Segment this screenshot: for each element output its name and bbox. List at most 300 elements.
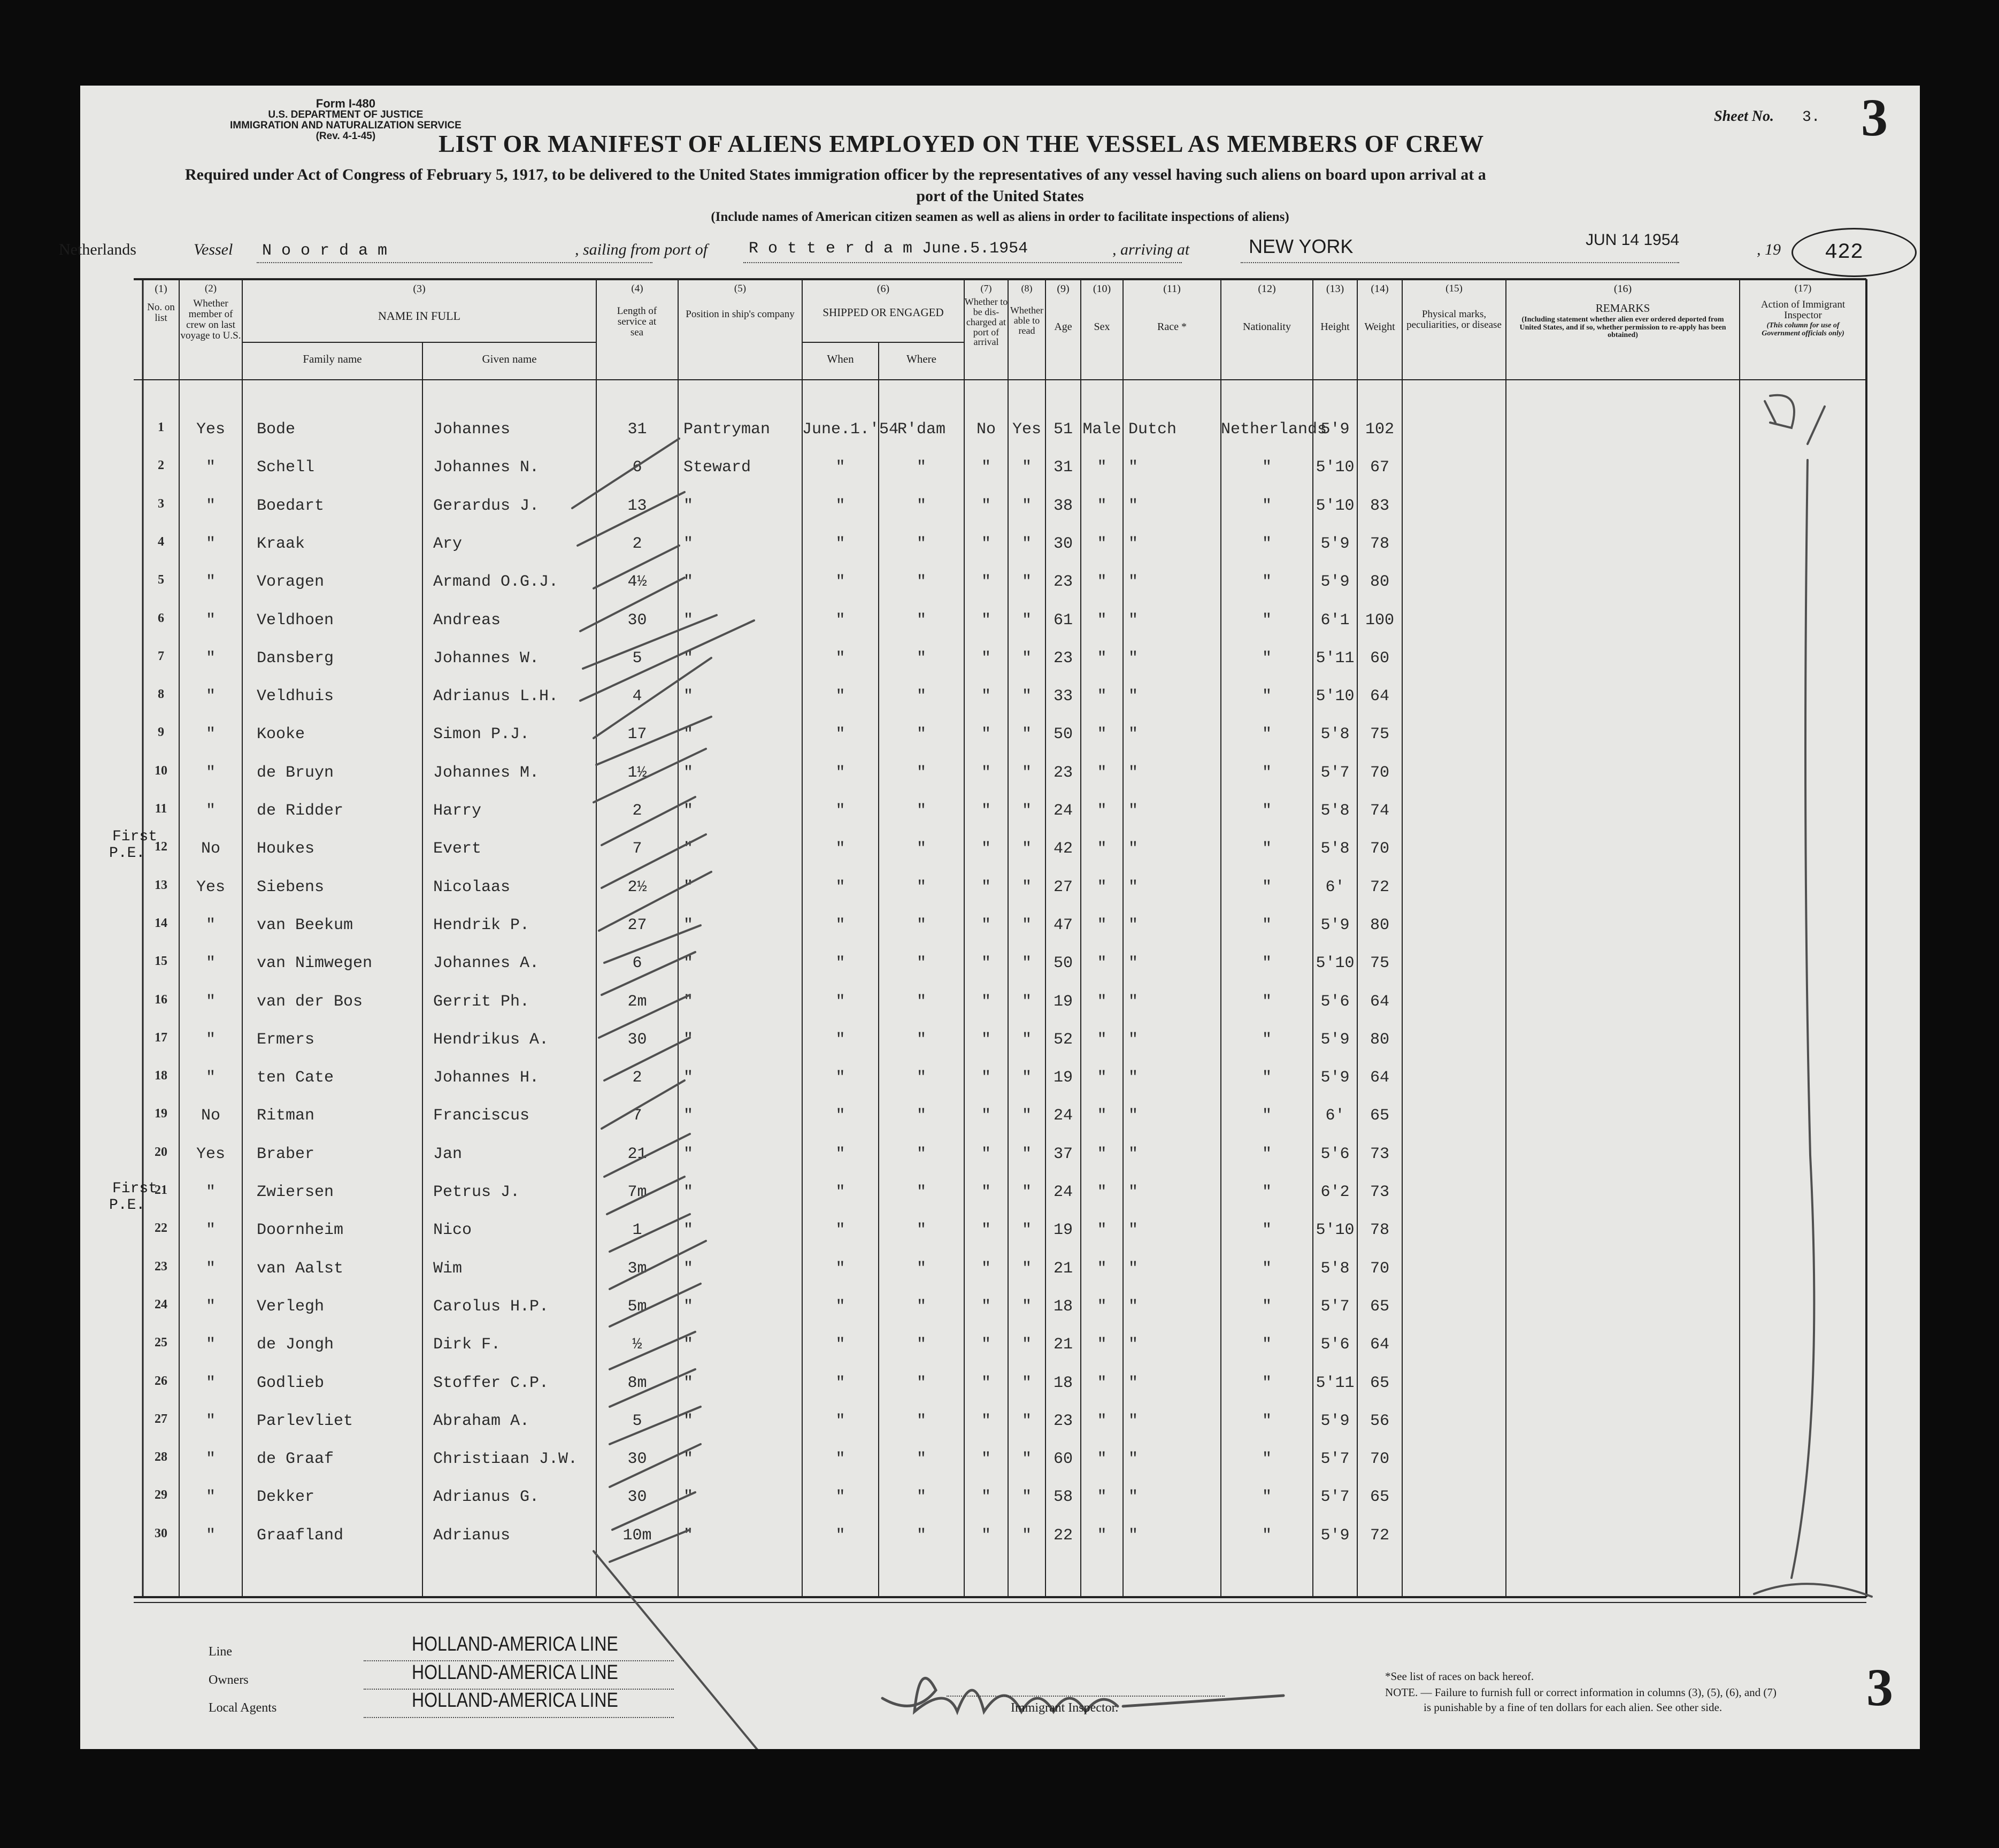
sex-cell: " [1097,916,1107,934]
previous-voyage-cell: " [205,992,216,1011]
given-name-cell: Gerrit Ph. [433,992,530,1011]
position-cell: " [683,534,694,553]
shipped-when-cell: " [835,458,845,477]
footer-agents-value: HOLLAND-AMERICA LINE [412,1688,618,1712]
footer-owners-value: HOLLAND-AMERICA LINE [412,1660,618,1684]
read-cell: " [1021,1107,1032,1125]
header-sex: (10) Sex [1093,283,1111,333]
family-name-cell: Doornheim [257,1221,344,1240]
given-name-cell: Andreas [433,611,501,630]
height-cell: 5'7 [1320,1450,1350,1469]
read-cell: " [1021,992,1032,1011]
read-cell: " [1021,496,1032,515]
age-cell: 21 [1053,1259,1073,1278]
header-service: (4) Length of service at sea [617,283,657,338]
vessel-name: N o o r d a m [262,242,388,260]
height-cell: 5'6 [1320,992,1350,1011]
read-cell: " [1021,1030,1032,1049]
given-name-cell: Adrianus L.H. [433,687,559,706]
family-name-cell: de Jongh [257,1336,334,1354]
nationality-cell: " [1262,954,1272,973]
position-cell: " [683,1107,694,1125]
nationality-cell: " [1262,534,1272,553]
discharge-cell: " [981,916,991,934]
weight-cell: 75 [1370,725,1389,744]
sex-cell: " [1097,458,1107,477]
shipped-when-cell: " [835,1259,845,1278]
age-cell: 19 [1053,1069,1073,1087]
nationality-cell: Netherlands [1221,420,1327,439]
discharge-cell: " [981,802,991,820]
shipped-when-cell: " [835,1221,845,1240]
service-name: IMMIGRATION AND NATURALIZATION SERVICE [230,120,462,132]
sex-cell: " [1097,1145,1107,1163]
position-cell: " [683,611,694,630]
pencil-marks [80,86,1920,1749]
footer-line-value: HOLLAND-AMERICA LINE [412,1632,618,1655]
form-title: LIST OR MANIFEST OF ALIENS EMPLOYED ON THE VESSEL AS MEMBERS OF CREW [439,130,1485,157]
shipped-when-cell: " [835,840,845,858]
service-cell: 17 [627,725,647,744]
age-cell: 37 [1053,1145,1073,1163]
position-cell: " [683,1259,694,1278]
position-cell: " [683,1450,694,1469]
weight-cell: 70 [1370,840,1389,858]
shipped-when-cell: " [835,687,845,706]
no-cell: 19 [155,1107,167,1121]
previous-voyage-cell: " [205,1183,216,1201]
sex-cell: " [1097,1221,1107,1240]
shipped-when-cell: " [835,1336,845,1354]
races-note: *See list of races on back hereof. [1385,1670,1534,1683]
age-cell: 19 [1053,1221,1073,1240]
race-cell: " [1128,1336,1139,1354]
service-cell: 30 [627,1450,647,1469]
previous-voyage-cell: " [205,1526,216,1545]
weight-cell: 70 [1370,763,1389,782]
given-name-cell: Johannes N. [433,458,540,477]
race-cell: " [1128,954,1139,973]
previous-voyage-cell: " [205,1221,216,1240]
shipped-when-cell: " [835,573,845,592]
age-cell: 22 [1053,1526,1073,1545]
nationality-cell: " [1262,1183,1272,1201]
read-cell: " [1021,458,1032,477]
given-name-cell: Petrus J. [433,1183,520,1201]
shipped-when-cell: June.1.'54 [802,420,899,439]
shipped-when-cell: " [835,534,845,553]
discharge-cell: " [981,1259,991,1278]
shipped-where-cell: " [916,1336,926,1354]
family-name-cell: van Beekum [257,916,353,934]
age-cell: 18 [1053,1374,1073,1392]
previous-voyage-cell: " [205,954,216,973]
previous-voyage-cell: " [205,573,216,592]
nationality-cell: " [1262,763,1272,782]
race-cell: " [1128,763,1139,782]
service-cell: 1 [632,1221,642,1240]
family-name-cell: Dekker [257,1488,315,1507]
service-cell: 21 [627,1145,647,1163]
previous-voyage-cell: " [205,1259,216,1278]
race-cell: " [1128,1069,1139,1087]
nationality-cell: " [1262,1145,1272,1163]
shipped-where-cell: " [916,611,926,630]
header-given-name: Given name [482,352,537,365]
sex-cell: " [1097,840,1107,858]
previous-voyage-cell: Yes [196,878,225,896]
discharge-cell: No [976,420,996,439]
weight-cell: 64 [1370,687,1389,706]
discharge-cell: " [981,1145,991,1163]
given-name-cell: Ary [433,534,463,553]
discharge-cell: " [981,458,991,477]
service-cell: 30 [627,611,647,630]
nationality-cell: " [1262,725,1272,744]
discharge-cell: " [981,496,991,515]
weight-cell: 75 [1370,954,1389,973]
position-cell: " [683,1069,694,1087]
nationality-cell: " [1262,1297,1272,1316]
weight-cell: 73 [1370,1145,1389,1163]
read-cell: " [1021,878,1032,896]
previous-voyage-cell: " [205,1412,216,1430]
position-cell: " [683,954,694,973]
given-name-cell: Adrianus [433,1526,511,1545]
age-cell: 23 [1053,1412,1073,1430]
age-cell: 23 [1053,649,1073,668]
nationality-cell: " [1262,992,1272,1011]
no-cell: 30 [155,1526,167,1540]
given-name-cell: Evert [433,840,482,858]
header-height: (13) Height [1320,283,1350,333]
nationality-cell: " [1262,1488,1272,1507]
subtitle-line-1: Required under Act of Congress of February 5, 1917, to be delivered to the United States immigration officer by the representatives of any vessel having such aliens on board upon arrival at a [185,166,1486,183]
race-cell: " [1128,992,1139,1011]
given-name-cell: Jan [433,1145,463,1163]
nationality-cell: " [1262,1526,1272,1545]
previous-voyage-cell: " [205,458,216,477]
weight-cell: 72 [1370,878,1389,896]
service-cell: 5 [632,649,642,668]
no-cell: 10 [155,763,167,778]
discharge-cell: " [981,611,991,630]
header-discharge: (7) Whether to be dis-charged at port of arrival [964,283,1008,348]
no-cell: 3 [158,496,164,511]
read-cell: " [1021,534,1032,553]
no-cell: 27 [155,1412,167,1426]
previous-voyage-cell: " [205,611,216,630]
nationality-cell: " [1262,878,1272,896]
header-no: (1) No. on list [147,283,175,324]
shipped-where-cell: " [916,1488,926,1507]
weight-cell: 70 [1370,1450,1389,1469]
family-name-cell: ten Cate [257,1069,334,1087]
discharge-cell: " [981,1336,991,1354]
sex-cell: " [1097,878,1107,896]
shipped-where-cell: " [916,1183,926,1201]
discharge-cell: " [981,1374,991,1392]
sex-cell: " [1097,1259,1107,1278]
read-cell: " [1021,687,1032,706]
header-name: (3) NAME IN FULL [378,283,460,323]
position-cell: " [683,1297,694,1316]
sex-cell: " [1097,1526,1107,1545]
race-cell: " [1128,1183,1139,1201]
position-cell: " [683,1030,694,1049]
shipped-where-cell: " [916,802,926,820]
margin-note-row-19: First P.E. [109,1180,158,1214]
position-cell: " [683,802,694,820]
service-cell: 2½ [627,878,647,896]
department: U.S. DEPARTMENT OF JUSTICE [268,109,424,121]
position-cell: " [683,1412,694,1430]
read-cell: " [1021,649,1032,668]
sex-cell: " [1097,1107,1107,1125]
previous-voyage-cell: " [205,1336,216,1354]
shipped-where-cell: " [916,687,926,706]
bottom-big-number: 3 [1866,1658,1893,1717]
previous-voyage-cell: " [205,1069,216,1087]
discharge-cell: " [981,1450,991,1469]
nationality-cell: " [1262,649,1272,668]
shipped-where-cell: " [916,840,926,858]
weight-cell: 65 [1370,1297,1389,1316]
given-name-cell: Abraham A. [433,1412,530,1430]
position-cell: " [683,1336,694,1354]
sex-cell: " [1097,802,1107,820]
given-name-cell: Johannes A. [433,954,540,973]
given-name-cell: Nicolaas [433,878,511,896]
height-cell: 6' [1325,1107,1345,1125]
age-cell: 21 [1053,1336,1073,1354]
shipped-where-cell: " [916,916,926,934]
service-cell: 2 [632,802,642,820]
position-cell: " [683,916,694,934]
service-cell: 13 [627,496,647,515]
no-cell: 17 [155,1030,167,1045]
no-cell: 8 [158,687,164,702]
family-name-cell: Kooke [257,725,305,744]
height-cell: 5'10 [1316,458,1355,477]
sheet-number: 3. [1802,109,1820,126]
discharge-cell: " [981,1412,991,1430]
weight-cell: 78 [1370,1221,1389,1240]
service-cell: 3m [627,1259,647,1278]
race-cell: " [1128,840,1139,858]
previous-voyage-cell: " [205,1374,216,1392]
height-cell: 5'10 [1316,496,1355,515]
shipped-when-cell: " [835,954,845,973]
service-cell: 1½ [627,763,647,782]
discharge-cell: " [981,1030,991,1049]
given-name-cell: Adrianus G. [433,1488,540,1507]
read-cell: " [1021,573,1032,592]
race-cell: " [1128,496,1139,515]
sailing-label: , sailing from port of [575,241,708,258]
shipped-where-cell: " [916,878,926,896]
service-cell: 5 [632,1412,642,1430]
weight-cell: 64 [1370,1069,1389,1087]
read-cell: " [1021,611,1032,630]
no-cell: 5 [158,573,164,587]
discharge-cell: " [981,954,991,973]
weight-cell: 83 [1370,496,1389,515]
header-read: (8) Whether able to read [1010,283,1043,336]
position-cell: Pantryman [683,420,771,439]
service-cell: 7m [627,1183,647,1201]
service-cell: 30 [627,1488,647,1507]
year-label: , 19 [1757,241,1781,258]
read-cell: " [1021,916,1032,934]
service-cell: 5m [627,1297,647,1316]
discharge-cell: " [981,1183,991,1201]
read-cell: " [1021,1412,1032,1430]
position-cell: " [683,1526,694,1545]
age-cell: 33 [1053,687,1073,706]
shipped-when-cell: " [835,1030,845,1049]
given-name-cell: Hendrik P. [433,916,530,934]
given-name-cell: Armand O.G.J. [433,573,559,592]
shipped-where-cell: " [916,1107,926,1125]
nationality-cell: " [1262,1259,1272,1278]
no-cell: 26 [155,1374,167,1388]
sex-cell: " [1097,725,1107,744]
weight-cell: 60 [1370,649,1389,668]
weight-cell: 78 [1370,534,1389,553]
position-cell: " [683,1183,694,1201]
shipped-where-cell: " [916,573,926,592]
no-cell: 25 [155,1336,167,1350]
form-number: Form I-480 [316,97,376,110]
nationality-cell: " [1262,1221,1272,1240]
given-name-cell: Christiaan J.W. [433,1450,578,1469]
family-name-cell: Ermers [257,1030,315,1049]
height-cell: 5'10 [1316,1221,1355,1240]
position-cell: " [683,840,694,858]
shipped-where-cell: " [916,1450,926,1469]
revision: (Rev. 4-1-45) [316,130,376,142]
height-cell: 5'10 [1316,954,1355,973]
weight-cell: 102 [1365,420,1394,439]
discharge-cell: " [981,992,991,1011]
service-cell: 8m [627,1374,647,1392]
sex-cell: " [1097,1336,1107,1354]
sheet-label: Sheet No. [1714,108,1774,125]
header-position: (5) Position in ship's company [686,283,795,320]
previous-voyage-cell: " [205,1450,216,1469]
family-name-cell: Kraak [257,534,305,553]
height-cell: 5'9 [1320,420,1350,439]
age-cell: 23 [1053,763,1073,782]
height-cell: 6' [1325,878,1345,896]
read-cell: " [1021,1183,1032,1201]
family-name-cell: Parlevliet [257,1412,353,1430]
sex-cell: " [1097,687,1107,706]
race-cell: " [1128,1221,1139,1240]
service-cell: 2 [632,1069,642,1087]
family-name-cell: Ritman [257,1107,315,1125]
sex-cell: " [1097,763,1107,782]
height-cell: 5'8 [1320,725,1350,744]
age-cell: 60 [1053,1450,1073,1469]
discharge-cell: " [981,763,991,782]
weight-cell: 65 [1370,1374,1389,1392]
vessel-flag: Netherlands [59,241,136,258]
given-name-cell: Nico [433,1221,472,1240]
position-cell: " [683,1145,694,1163]
previous-voyage-cell: " [205,1030,216,1049]
sex-cell: " [1097,1297,1107,1316]
shipped-where-cell: " [916,1374,926,1392]
footer-agents-underline [364,1717,674,1718]
given-name-cell: Johannes M. [433,763,540,782]
race-cell: " [1128,1030,1139,1049]
footer-owners-label: Owners [209,1673,249,1687]
shipped-when-cell: " [835,1069,845,1087]
position-cell: " [683,649,694,668]
race-cell: " [1128,1450,1139,1469]
race-cell: " [1128,649,1139,668]
shipped-where-cell: " [916,496,926,515]
header-age: (9) Age [1054,283,1072,333]
read-cell: " [1021,1297,1032,1316]
family-name-cell: van Aalst [257,1259,344,1278]
sex-cell: " [1097,1374,1107,1392]
previous-voyage-cell: No [201,1107,220,1125]
height-cell: 5'9 [1320,916,1350,934]
sex-cell: " [1097,649,1107,668]
header-remarks: (16) REMARKS (Including statement whether alien ever ordered deported from United States, and if so, whether permission to re-apply has been obtained) [1519,283,1726,340]
position-cell: " [683,725,694,744]
discharge-cell: " [981,840,991,858]
read-cell: " [1021,1450,1032,1469]
sex-cell: " [1097,1450,1107,1469]
family-name-cell: Schell [257,458,315,477]
discharge-cell: " [981,725,991,744]
shipped-when-cell: " [835,1183,845,1201]
arriving-label: , arriving at [1112,241,1190,258]
height-cell: 5'9 [1320,1069,1350,1087]
shipped-where-cell: " [916,1259,926,1278]
weight-cell: 80 [1370,1030,1389,1049]
family-name-cell: Veldhoen [257,611,334,630]
height-cell: 5'6 [1320,1145,1350,1163]
age-cell: 50 [1053,954,1073,973]
header-physical-marks: (15) Physical marks, peculiarities, or disease [1406,283,1502,331]
header-nationality: (12) Nationality [1243,283,1291,333]
margin-note-row-12: First P.E. [109,829,158,862]
given-name-cell: Harry [433,802,482,820]
family-name-cell: Voragen [257,573,325,592]
service-cell: 31 [627,420,647,439]
sex-cell: " [1097,1488,1107,1507]
given-name-cell: Dirk F. [433,1336,501,1354]
service-cell: 6 [632,954,642,973]
shipped-when-cell: " [835,802,845,820]
position-cell: " [683,496,694,515]
no-cell: 11 [155,802,167,816]
read-cell: " [1021,954,1032,973]
sex-cell: " [1097,1412,1107,1430]
no-cell: 24 [155,1297,167,1312]
weight-cell: 80 [1370,573,1389,592]
sheet-big-number: 3 [1861,88,1888,147]
family-name-cell: de Ridder [257,802,344,820]
given-name-cell: Franciscus [433,1107,530,1125]
height-cell: 5'9 [1320,573,1350,592]
given-name-cell: Gerardus J. [433,496,540,515]
